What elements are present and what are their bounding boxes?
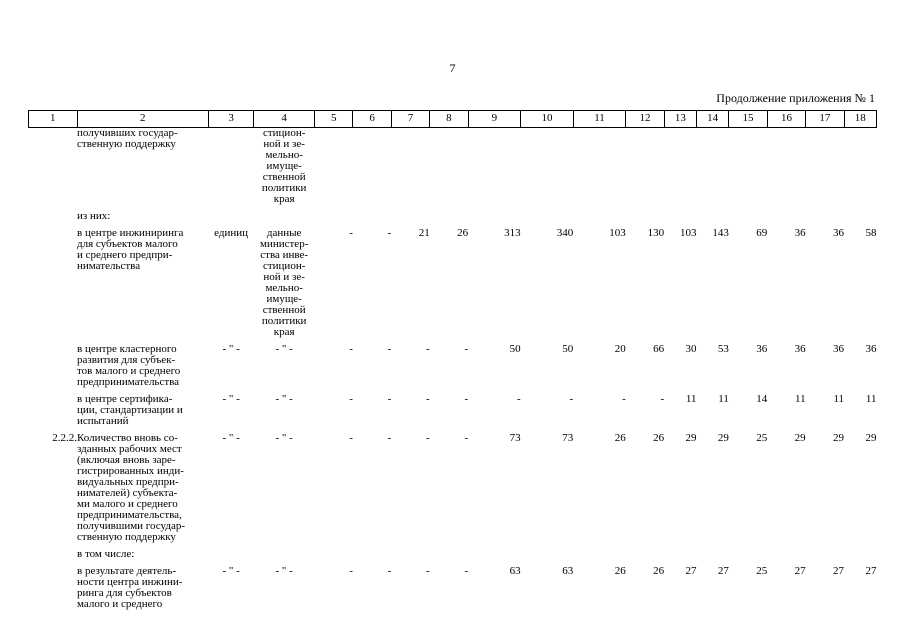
row-spacer <box>29 610 877 616</box>
value-cell: 27 <box>865 565 877 577</box>
value-cell: 36 <box>833 227 845 239</box>
value-cell: - <box>426 343 430 355</box>
value-cell: - <box>349 393 353 405</box>
column-header-3: 3 <box>208 111 253 128</box>
value-cell: 29 <box>794 432 806 444</box>
value-cell: - <box>464 343 469 355</box>
value-cell <box>521 128 574 206</box>
value-cell: 26 <box>614 432 626 444</box>
value-cell: - <box>387 227 392 239</box>
value-cell: - <box>426 393 430 405</box>
value-cell: - <box>426 432 430 444</box>
value-cell: 25 <box>756 565 768 577</box>
subheading-row <box>29 549 877 560</box>
value-cell: 36 <box>794 343 806 355</box>
source-cell: - " - <box>275 565 293 577</box>
header-row <box>29 111 877 128</box>
value-cell: 29 <box>685 432 697 444</box>
value-cell: 36 <box>865 343 877 355</box>
value-cell <box>315 128 353 206</box>
row-number-cell: 2.2.2. <box>52 432 77 444</box>
indicator-table <box>28 110 877 616</box>
row-spacer-cell <box>29 610 877 616</box>
value-cell: 11 <box>833 393 845 405</box>
column-header-4: 4 <box>254 111 315 128</box>
column-header-13: 13 <box>664 111 696 128</box>
value-cell: 26 <box>614 565 626 577</box>
value-cell: - <box>387 565 392 577</box>
value-cell <box>844 128 876 206</box>
table-row <box>29 344 877 388</box>
column-header-11: 11 <box>573 111 626 128</box>
value-cell: 50 <box>509 343 521 355</box>
value-cell: 36 <box>833 343 845 355</box>
table-row <box>29 128 877 206</box>
value-cell: 26 <box>653 432 665 444</box>
table-body <box>29 128 877 617</box>
value-cell: 27 <box>794 565 806 577</box>
value-cell <box>697 128 729 206</box>
value-cell: 63 <box>562 565 574 577</box>
value-cell: 30 <box>685 343 697 355</box>
column-header-15: 15 <box>729 111 767 128</box>
value-cell: 25 <box>756 432 768 444</box>
row-number-cell <box>29 549 78 560</box>
value-cell <box>430 128 468 206</box>
value-cell: 58 <box>865 227 877 239</box>
value-cell: - <box>387 343 392 355</box>
column-header-16: 16 <box>767 111 805 128</box>
value-cell: - <box>660 393 665 405</box>
value-cell: 69 <box>756 227 768 239</box>
value-cell <box>626 128 664 206</box>
value-cell: 29 <box>865 432 877 444</box>
indicator-name-cell: в центре кластерного развития для субъек- тов малого и среднего предпринимательства <box>77 343 181 388</box>
source-cell: стицион- ной и зе- мельно- имуще- ственной политики края <box>261 127 307 205</box>
column-header-9: 9 <box>468 111 521 128</box>
unit-cell: единиц <box>214 227 249 239</box>
value-cell: - <box>349 343 353 355</box>
indicator-name-cell: в центре инжиниринга для субъектов малого и среднего предпри- нимательства <box>77 227 184 272</box>
row-number-cell <box>29 228 78 338</box>
table-row <box>29 433 877 543</box>
value-cell: 11 <box>685 393 697 405</box>
column-header-7: 7 <box>391 111 429 128</box>
value-cell: 11 <box>865 393 877 405</box>
indicator-name-cell: получивших государ- ственную поддержку <box>77 127 178 150</box>
row-number-cell <box>29 394 78 427</box>
indicator-name-cell: в результате деятель- ности центра инжини- ринга для субъектов малого и среднего <box>77 565 183 610</box>
value-cell: - <box>569 393 574 405</box>
source-cell: - " - <box>275 393 293 405</box>
value-cell: - <box>349 227 353 239</box>
value-cell: - <box>387 432 392 444</box>
page-number: 7 <box>449 61 456 75</box>
value-cell: 14 <box>756 393 768 405</box>
column-header-12: 12 <box>626 111 664 128</box>
value-cell: 50 <box>562 343 574 355</box>
column-header-10: 10 <box>521 111 574 128</box>
column-header-5: 5 <box>315 111 353 128</box>
row-number-cell <box>29 344 78 388</box>
value-cell: 103 <box>609 227 626 239</box>
value-cell: 11 <box>795 393 806 405</box>
value-cell: 29 <box>717 432 729 444</box>
value-cell: 73 <box>509 432 521 444</box>
indicator-name-cell: в центре сертифика- ции, стандартизации и испытаний <box>77 393 183 427</box>
column-header-8: 8 <box>430 111 468 128</box>
value-cell: 340 <box>556 227 574 239</box>
row-number-cell <box>29 128 78 206</box>
subheading-label: из них: <box>77 210 111 222</box>
value-cell: 73 <box>562 432 574 444</box>
value-cell: 26 <box>457 227 469 239</box>
value-cell: 66 <box>653 343 665 355</box>
subheading-row <box>29 211 877 222</box>
value-cell: - <box>464 432 469 444</box>
value-cell <box>806 128 844 206</box>
value-cell: - <box>517 393 521 405</box>
table-row <box>29 566 877 610</box>
unit-cell <box>208 128 253 206</box>
value-cell: 27 <box>717 565 729 577</box>
unit-cell: - " - <box>222 393 240 405</box>
table-row <box>29 394 877 427</box>
value-cell: 36 <box>756 343 768 355</box>
unit-cell: - " - <box>222 432 240 444</box>
value-cell <box>664 128 696 206</box>
source-cell: - " - <box>275 432 293 444</box>
row-number-cell <box>29 211 78 222</box>
row-number-cell <box>29 566 78 610</box>
value-cell: 103 <box>680 227 697 239</box>
column-header-17: 17 <box>806 111 844 128</box>
value-cell: 27 <box>833 565 845 577</box>
value-cell: 130 <box>647 227 665 239</box>
value-cell: 29 <box>833 432 845 444</box>
value-cell: 53 <box>717 343 729 355</box>
value-cell: - <box>349 432 353 444</box>
value-cell: - <box>464 565 469 577</box>
indicator-name-cell: Количество вновь со- зданных рабочих мест (включая вновь заре- гистрированных инди- видуальных предпри- нимателей) субъекта- ми малого и среднего предпринимательства, получившими государ- ственную поддержку <box>77 432 185 543</box>
column-header-14: 14 <box>697 111 729 128</box>
value-cell <box>468 128 521 206</box>
value-cell: 11 <box>718 393 729 405</box>
value-cell <box>353 128 391 206</box>
unit-cell: - " - <box>222 565 240 577</box>
value-cell: - <box>387 393 392 405</box>
table-row <box>29 228 877 338</box>
value-cell <box>391 128 429 206</box>
value-cell: 20 <box>614 343 626 355</box>
value-cell: - <box>426 565 430 577</box>
value-cell: - <box>464 393 469 405</box>
unit-cell: - " - <box>222 343 240 355</box>
value-cell <box>729 128 767 206</box>
value-cell <box>767 128 805 206</box>
value-cell: 26 <box>653 565 665 577</box>
value-cell: - <box>349 565 353 577</box>
subheading-label: в том числе: <box>77 548 135 560</box>
value-cell: 36 <box>794 227 806 239</box>
value-cell: 21 <box>418 227 430 239</box>
column-header-18: 18 <box>844 111 876 128</box>
value-cell <box>573 128 626 206</box>
value-cell: 313 <box>504 227 521 239</box>
value-cell: 63 <box>509 565 521 577</box>
value-cell: - <box>622 393 626 405</box>
column-header-1: 1 <box>29 111 78 128</box>
source-cell: данные министер- ства инве- стицион- ной и зе- мельно- имуще- ственной политики края <box>260 227 309 338</box>
column-header-2: 2 <box>77 111 208 128</box>
column-header-6: 6 <box>353 111 391 128</box>
value-cell: 27 <box>685 565 697 577</box>
continuation-title: Продолжение приложения № 1 <box>716 91 875 105</box>
value-cell: 143 <box>712 227 729 239</box>
source-cell: - " - <box>275 343 293 355</box>
